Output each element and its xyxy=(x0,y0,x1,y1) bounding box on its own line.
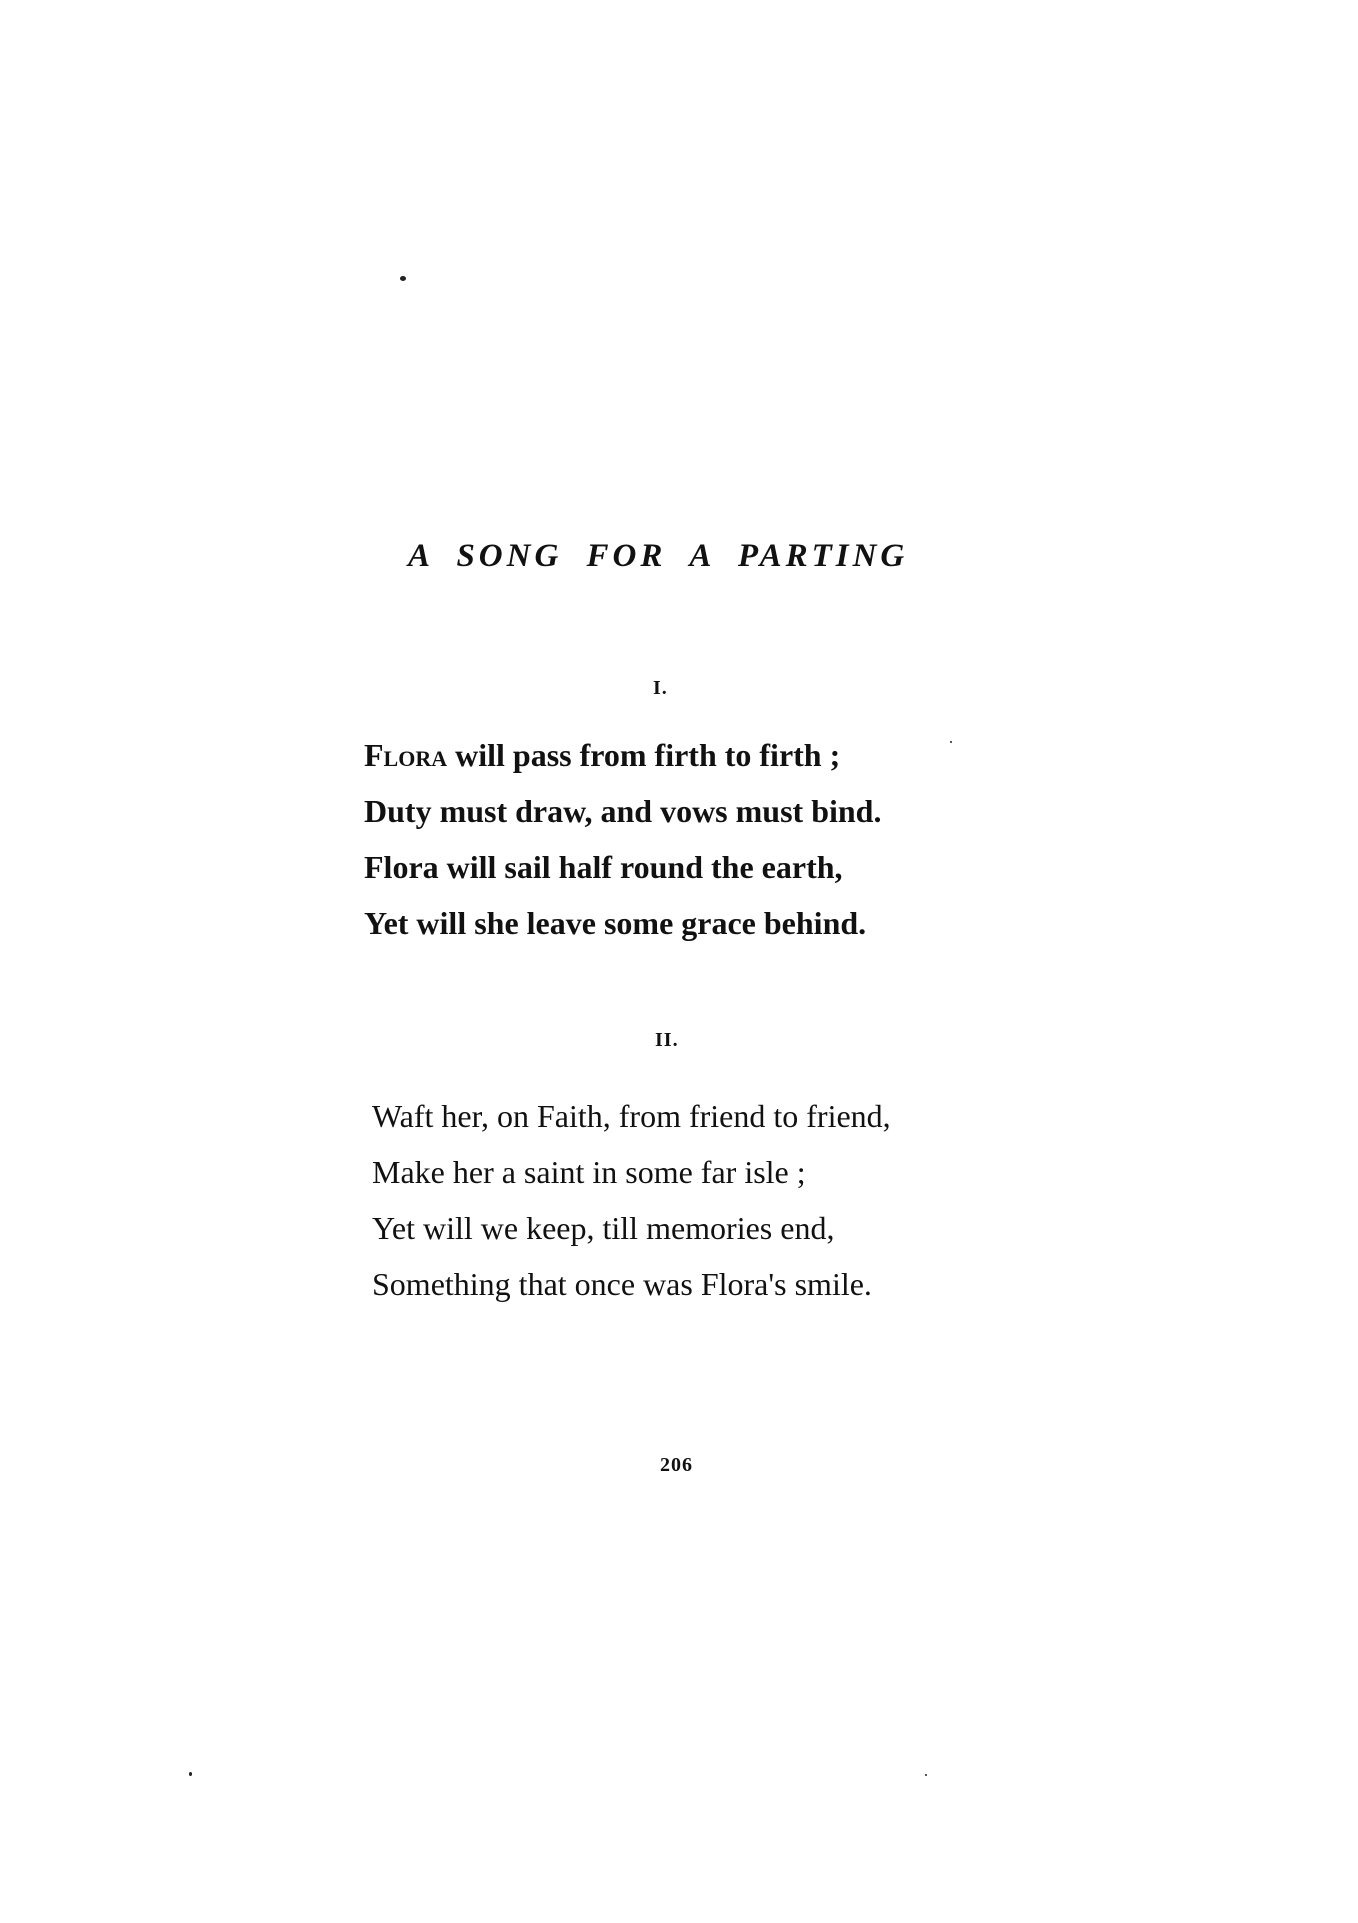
page-number: 206 xyxy=(660,1454,693,1476)
verse-line-text: Waft her, on Faith, from friend to friend, xyxy=(372,1098,891,1134)
verse-line-text: Duty must draw, and vows must bind. xyxy=(364,793,882,829)
verse-line xyxy=(364,727,881,783)
stanza-numeral-2: II. xyxy=(655,1029,679,1051)
stanza-1 xyxy=(364,727,881,951)
verse-line-lead: Flora xyxy=(364,737,448,773)
verse-line xyxy=(372,1144,891,1200)
verse-line xyxy=(372,1256,891,1312)
poem-title: A SONG FOR A PARTING xyxy=(408,538,909,574)
verse-line-text: Yet will we keep, till memories end, xyxy=(372,1210,835,1246)
stanza-2 xyxy=(372,1088,891,1312)
verse-line-text: Make her a saint in some far isle ; xyxy=(372,1154,806,1190)
stanza-numeral-1: I. xyxy=(653,677,668,699)
verse-line-text: Something that once was Flora's smile. xyxy=(372,1266,872,1302)
verse-line xyxy=(372,1088,891,1144)
ink-speck xyxy=(925,1774,927,1776)
verse-line-text: Yet will she leave some grace behind. xyxy=(364,905,867,941)
ink-speck xyxy=(950,741,952,743)
verse-line-text: will pass from firth to firth ; xyxy=(447,737,841,773)
ink-speck xyxy=(400,276,406,281)
verse-line xyxy=(372,1200,891,1256)
verse-line-text: Flora will sail half round the earth, xyxy=(364,849,843,885)
verse-line xyxy=(364,839,881,895)
ink-speck xyxy=(189,1772,192,1776)
verse-line xyxy=(364,895,881,951)
verse-line xyxy=(364,783,881,839)
